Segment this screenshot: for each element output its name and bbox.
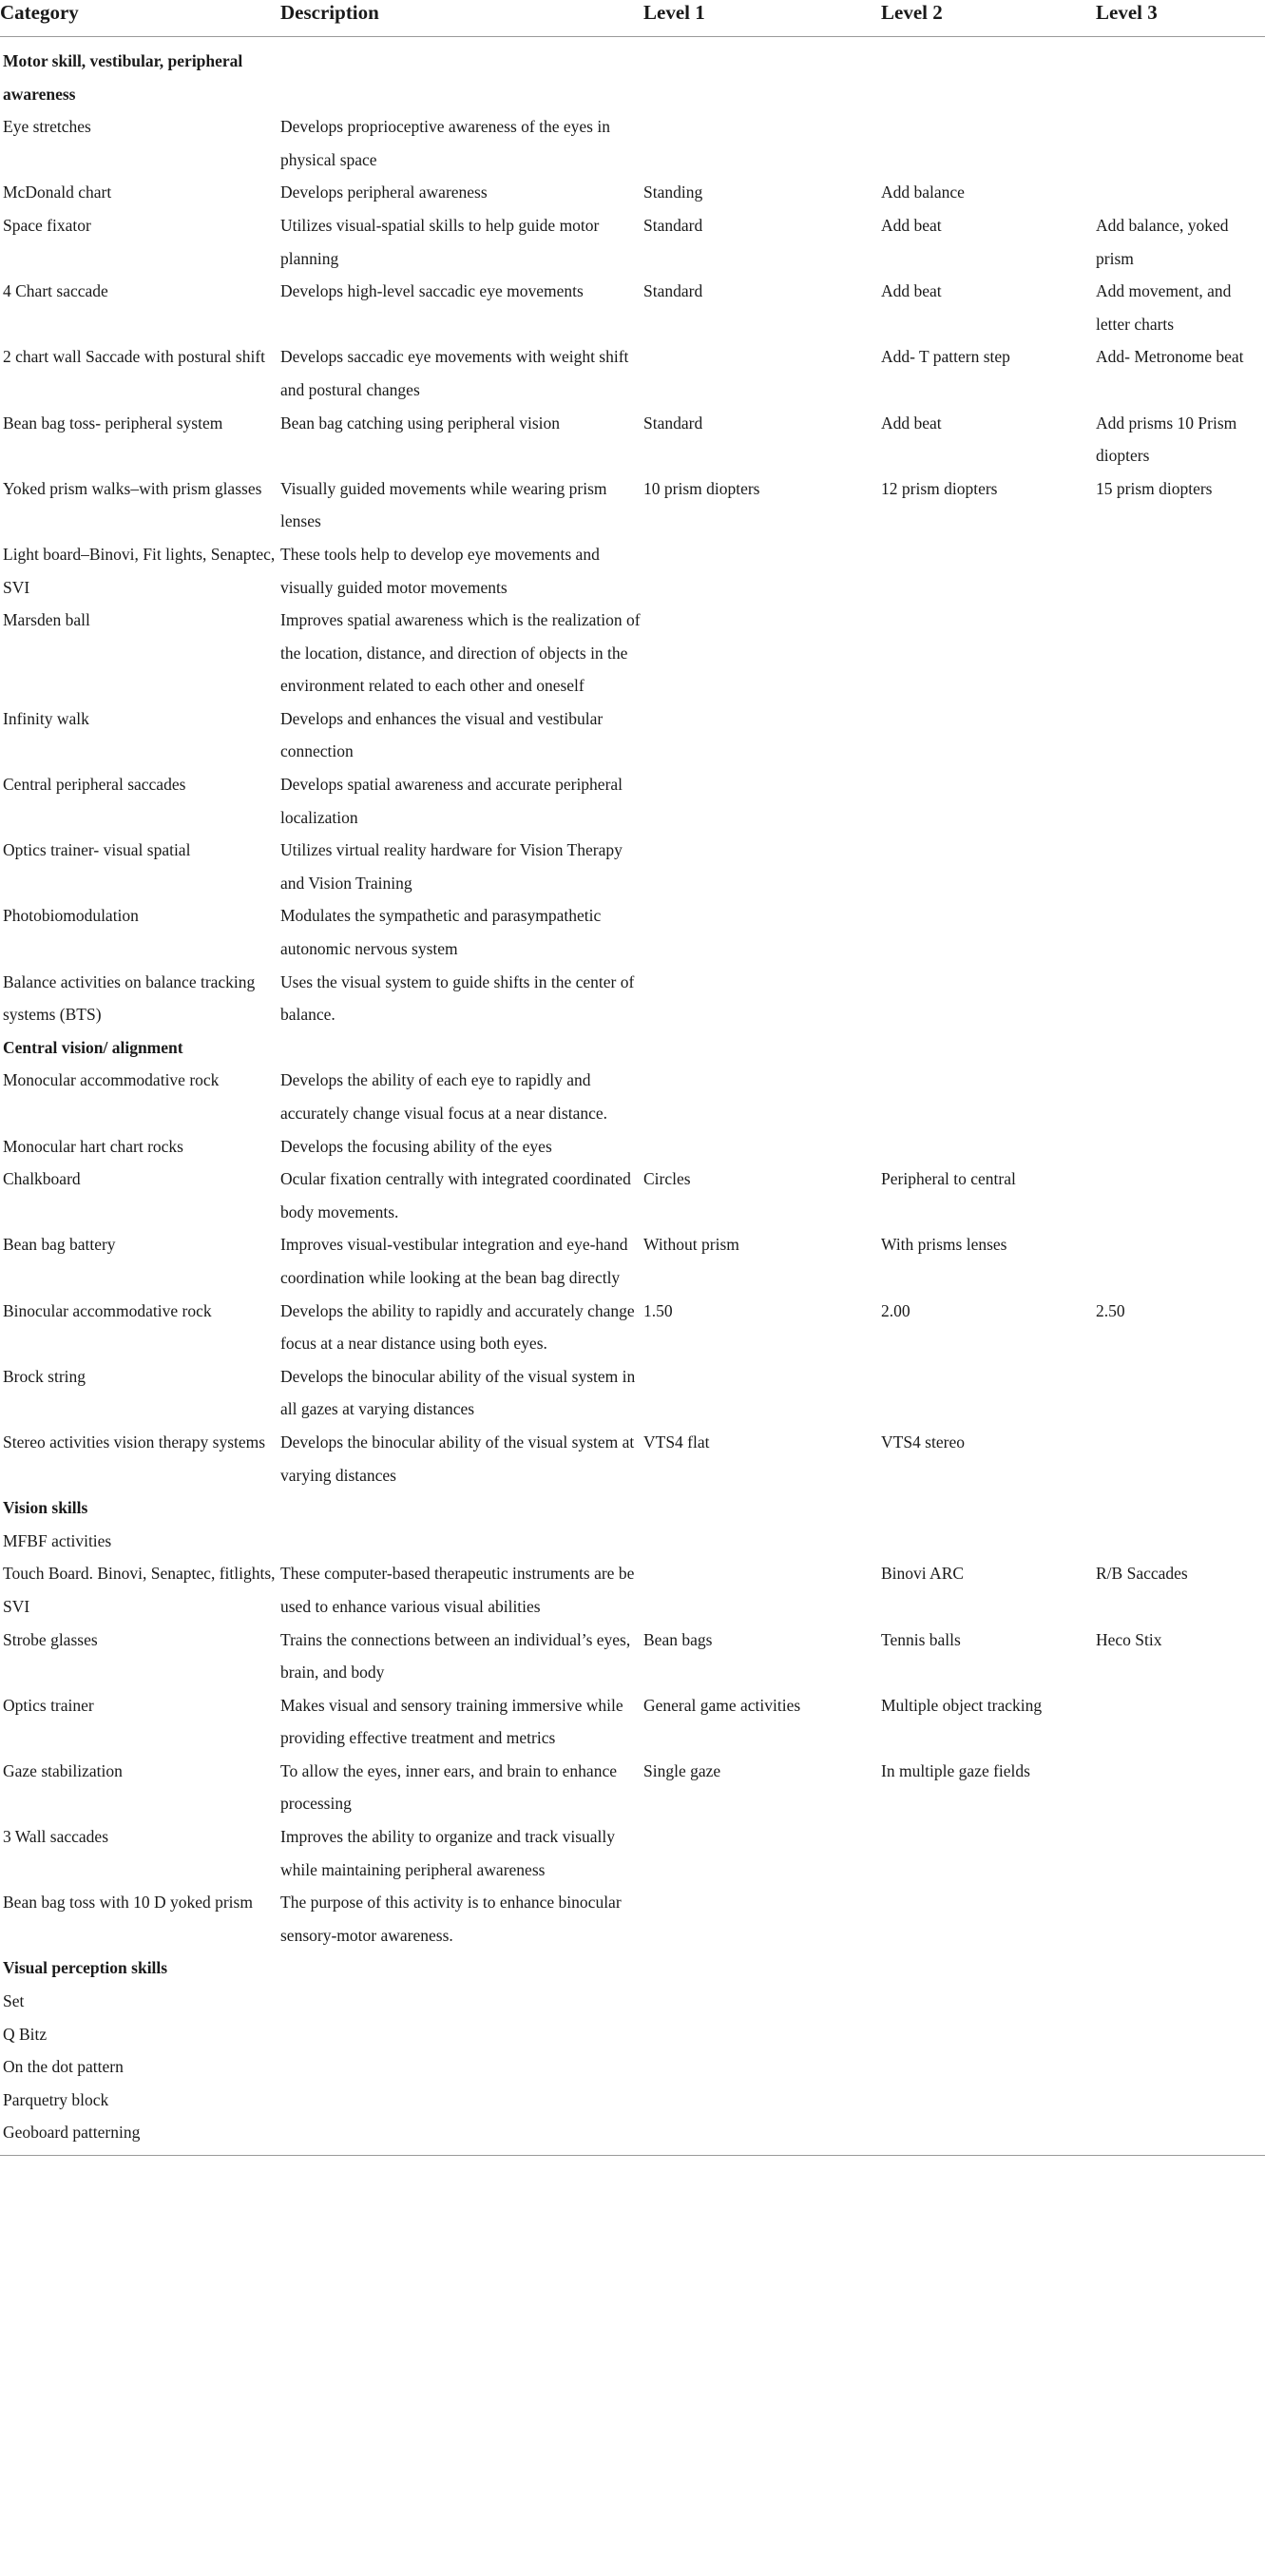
- empty-cell: [878, 1491, 1093, 1525]
- description-cell: Visually guided movements while wearing prism lenses: [280, 478, 607, 531]
- level-3-cell: [1093, 176, 1265, 209]
- level-2-cell: Binovi ARC: [881, 1564, 965, 1584]
- description-cell: Improves visual-vestibular integration and eye-hand coordination while looking at the bean bag directly: [280, 1235, 628, 1287]
- level-3-cell: [1093, 1820, 1265, 1886]
- table-row: [0, 1228, 1265, 1294]
- level-3-cell: [1093, 1228, 1265, 1294]
- level-3-cell: [1093, 538, 1265, 604]
- level-3-cell: [1093, 1130, 1265, 1163]
- category-cell: Bean bag battery: [3, 1235, 116, 1255]
- category-cell: Gaze stabilization: [3, 1760, 123, 1780]
- description-cell: Develops the binocular ability of the visual system at varying distances: [280, 1432, 635, 1485]
- level-1-cell: [641, 1557, 878, 1623]
- level-3-cell: [1093, 1163, 1265, 1228]
- column-header-description: Description: [278, 0, 641, 37]
- level-3-cell: [1093, 1755, 1265, 1820]
- level-3-cell: [1093, 1064, 1265, 1129]
- level-1-cell: [641, 2116, 878, 2155]
- table-row: [0, 2018, 1265, 2051]
- category-cell: Stereo activities vision therapy systems: [3, 1432, 266, 1451]
- description-cell: Uses the visual system to guide shifts in the center of balance.: [280, 971, 635, 1025]
- description-cell: [278, 2116, 641, 2155]
- description-cell: These computer-based therapeutic instruments are be used to enhance various visual abilities: [280, 1564, 635, 1616]
- category-cell: Binocular accommodative rock: [3, 1300, 212, 1320]
- level-3-cell: [1093, 2050, 1265, 2084]
- category-cell: Monocular accommodative rock: [3, 1070, 220, 1090]
- level-3-cell: Add prisms 10 Prism diopters: [1096, 413, 1237, 466]
- description-cell: [278, 1525, 641, 1558]
- table-row: [0, 1360, 1265, 1426]
- category-cell: Light board–Binovi, Fit lights, Senaptec, SVI: [3, 544, 276, 597]
- empty-cell: [878, 37, 1093, 111]
- description-cell: [278, 1985, 641, 2018]
- description-cell: Utilizes visual-spatial skills to help guide motor planning: [280, 215, 600, 268]
- level-3-cell: [1093, 2116, 1265, 2155]
- level-1-cell: Standing: [643, 183, 703, 202]
- level-2-cell: Peripheral to central: [881, 1169, 1016, 1189]
- description-cell: Improves spatial awareness which is the realization of the location, distance, and direction of objects in the environment related to each other and oneself: [280, 610, 641, 696]
- level-1-cell: General game activities: [643, 1695, 801, 1715]
- description-cell: Develops proprioceptive awareness of the eyes in physical space: [280, 117, 610, 169]
- section-label: Vision skills: [3, 1498, 88, 1518]
- category-cell: Optics trainer- visual spatial: [3, 840, 191, 860]
- category-cell: Parquetry block: [3, 2089, 109, 2109]
- section-header-row: [0, 1031, 1265, 1065]
- level-2-cell: [878, 2116, 1093, 2155]
- level-3-cell: Add- Metronome beat: [1096, 347, 1244, 367]
- category-cell: Infinity walk: [3, 708, 89, 728]
- category-cell: Optics trainer: [3, 1695, 94, 1715]
- description-cell: Improves the ability to organize and track visually while maintaining peripheral awareness: [280, 1827, 616, 1879]
- level-1-cell: [641, 2084, 878, 2117]
- level-1-cell: [641, 1886, 878, 1951]
- table-row: [0, 702, 1265, 768]
- description-cell: Develops the focusing ability of the eyes: [280, 1136, 552, 1156]
- level-2-cell: [878, 1130, 1093, 1163]
- level-1-cell: [641, 1360, 878, 1426]
- level-1-cell: Without prism: [643, 1235, 739, 1255]
- level-2-cell: Multiple object tracking: [881, 1695, 1043, 1715]
- table-row: [0, 407, 1265, 472]
- level-3-cell: [1093, 1525, 1265, 1558]
- level-2-cell: [878, 538, 1093, 604]
- table-row: [0, 1295, 1265, 1360]
- empty-cell: [278, 1951, 641, 1985]
- level-2-cell: [878, 110, 1093, 176]
- table-row: [0, 834, 1265, 899]
- level-2-cell: [878, 768, 1093, 834]
- level-3-cell: [1093, 110, 1265, 176]
- column-header-level-2: Level 2: [878, 0, 1093, 37]
- level-1-cell: [641, 702, 878, 768]
- description-cell: Modulates the sympathetic and parasympathetic autonomic nervous system: [280, 906, 602, 959]
- level-1-cell: [641, 604, 878, 702]
- level-1-cell: [641, 2018, 878, 2051]
- description-cell: Develops spatial awareness and accurate peripheral localization: [280, 775, 623, 827]
- table-row: [0, 966, 1265, 1031]
- level-3-cell: [1093, 2018, 1265, 2051]
- table-row: [0, 1624, 1265, 1689]
- category-cell: Geoboard patterning: [0, 2116, 278, 2155]
- description-cell: Develops the binocular ability of the visual system in all gazes at varying distances: [280, 1366, 636, 1419]
- level-2-cell: [878, 604, 1093, 702]
- table-row: [0, 2116, 1265, 2155]
- level-2-cell: [878, 702, 1093, 768]
- category-cell: Strobe glasses: [3, 1629, 98, 1649]
- empty-cell: [641, 1491, 878, 1525]
- table-row: [0, 1163, 1265, 1228]
- level-1-cell: [641, 834, 878, 899]
- level-3-cell: [1093, 1886, 1265, 1951]
- table-row: [0, 1985, 1265, 2018]
- level-1-cell: 10 prism diopters: [643, 478, 760, 498]
- table-row: [0, 1689, 1265, 1755]
- level-2-cell: Tennis balls: [881, 1629, 961, 1649]
- category-cell: Bean bag toss with 10 D yoked prism: [3, 1893, 253, 1913]
- level-1-cell: Bean bags: [643, 1629, 713, 1649]
- category-cell: On the dot pattern: [3, 2057, 124, 2077]
- column-header-level-1: Level 1: [641, 0, 878, 37]
- description-cell: Develops peripheral awareness: [280, 183, 488, 202]
- section-header-row: [0, 1491, 1265, 1525]
- description-cell: These tools help to develop eye movements and visually guided motor movements: [280, 544, 600, 597]
- category-cell: Central peripheral saccades: [3, 775, 186, 795]
- empty-cell: [1093, 1491, 1265, 1525]
- category-cell: Brock string: [3, 1366, 86, 1386]
- table-row: [0, 209, 1265, 275]
- level-3-cell: [1093, 1689, 1265, 1755]
- category-cell: McDonald chart: [3, 183, 112, 202]
- level-3-cell: [1093, 1360, 1265, 1426]
- level-2-cell: 12 prism diopters: [881, 478, 998, 498]
- level-2-cell: [878, 1820, 1093, 1886]
- empty-cell: [641, 1951, 878, 1985]
- description-cell: Utilizes virtual reality hardware for Vision Therapy and Vision Training: [280, 840, 623, 893]
- section-header-row: [0, 37, 1265, 111]
- level-1-cell: 1.50: [643, 1300, 673, 1320]
- empty-cell: [641, 37, 878, 111]
- table-row: [0, 538, 1265, 604]
- category-cell: Eye stretches: [3, 117, 91, 137]
- category-cell: 3 Wall saccades: [3, 1827, 108, 1847]
- level-2-cell: [878, 1360, 1093, 1426]
- level-2-cell: [878, 1886, 1093, 1951]
- description-cell: Bean bag catching using peripheral vision: [280, 413, 561, 433]
- table-row: [0, 2050, 1265, 2084]
- description-cell: [278, 2084, 641, 2117]
- section-header-row: [0, 1951, 1265, 1985]
- description-cell: Develops the ability to rapidly and accurately change focus at a near distance using both eyes.: [280, 1300, 635, 1354]
- level-1-cell: Circles: [643, 1169, 691, 1189]
- description-cell: Makes visual and sensory training immersive while providing effective treatment and metrics: [280, 1695, 623, 1748]
- table-row: [0, 1820, 1265, 1886]
- description-cell: Develops the ability of each eye to rapidly and accurately change visual focus at a near distance.: [280, 1070, 607, 1123]
- level-2-cell: [878, 2018, 1093, 2051]
- empty-cell: [1093, 37, 1265, 111]
- empty-cell: [878, 1951, 1093, 1985]
- empty-cell: [278, 1491, 641, 1525]
- table-row: [0, 1525, 1265, 1558]
- level-2-cell: Add beat: [881, 413, 942, 433]
- level-3-cell: [1093, 899, 1265, 965]
- level-3-cell: [1093, 2084, 1265, 2117]
- category-cell: Bean bag toss- peripheral system: [3, 413, 223, 433]
- level-3-cell: [1093, 966, 1265, 1031]
- level-2-cell: [878, 966, 1093, 1031]
- level-3-cell: Add balance, yoked prism: [1096, 215, 1229, 268]
- level-3-cell: [1093, 604, 1265, 702]
- level-2-cell: [878, 834, 1093, 899]
- level-2-cell: [878, 2084, 1093, 2117]
- category-cell: MFBF activities: [3, 1530, 112, 1550]
- empty-cell: [278, 1031, 641, 1065]
- category-cell: Balance activities on balance tracking systems (BTS): [3, 971, 256, 1025]
- level-2-cell: Add beat: [881, 281, 942, 301]
- category-cell: Monocular hart chart rocks: [3, 1136, 183, 1156]
- level-3-cell: 2.50: [1096, 1300, 1125, 1320]
- table-row: [0, 1064, 1265, 1129]
- level-2-cell: [878, 899, 1093, 965]
- column-header-level-3: Level 3: [1093, 0, 1265, 37]
- level-2-cell: With prisms lenses: [881, 1235, 1007, 1255]
- description-cell: [278, 2018, 641, 2051]
- description-cell: Trains the connections between an individual’s eyes, brain, and body: [280, 1629, 631, 1682]
- table-row: [0, 340, 1265, 406]
- category-cell: Set: [3, 1991, 25, 2011]
- level-1-cell: Standard: [643, 215, 703, 235]
- category-cell: Touch Board. Binovi, Senaptec, fitlights, SVI: [3, 1564, 276, 1616]
- table-row: [0, 1426, 1265, 1491]
- category-cell: Space fixator: [3, 215, 91, 235]
- category-cell: Q Bitz: [3, 2024, 48, 2044]
- level-2-cell: VTS4 stereo: [881, 1432, 965, 1451]
- category-cell: Photobiomodulation: [3, 906, 139, 926]
- table-row: [0, 2084, 1265, 2117]
- level-3-cell: [1093, 702, 1265, 768]
- table-row: [0, 176, 1265, 209]
- description-cell: Develops and enhances the visual and vestibular connection: [280, 708, 604, 761]
- level-2-cell: [878, 2050, 1093, 2084]
- table-row: [0, 899, 1265, 965]
- level-1-cell: [641, 1820, 878, 1886]
- category-cell: 2 chart wall Saccade with postural shift: [3, 347, 266, 367]
- table-body: [0, 37, 1265, 2156]
- level-1-cell: VTS4 flat: [643, 1432, 710, 1451]
- description-cell: The purpose of this activity is to enhance binocular sensory-motor awareness.: [280, 1893, 622, 1945]
- table-row: [0, 604, 1265, 702]
- level-3-cell: 15 prism diopters: [1096, 478, 1213, 498]
- level-1-cell: [641, 538, 878, 604]
- empty-cell: [1093, 1031, 1265, 1065]
- level-3-cell: Add movement, and letter charts: [1096, 281, 1232, 334]
- table-row: [0, 275, 1265, 340]
- level-1-cell: [641, 1525, 878, 1558]
- level-3-cell: [1093, 834, 1265, 899]
- level-1-cell: [641, 110, 878, 176]
- level-3-cell: [1093, 768, 1265, 834]
- level-1-cell: Single gaze: [643, 1760, 721, 1780]
- level-2-cell: [878, 1985, 1093, 2018]
- level-2-cell: In multiple gaze fields: [881, 1760, 1030, 1780]
- level-1-cell: [641, 1985, 878, 2018]
- level-2-cell: 2.00: [881, 1300, 910, 1320]
- column-header-category: Category: [0, 0, 278, 37]
- empty-cell: [878, 1031, 1093, 1065]
- description-cell: To allow the eyes, inner ears, and brain to enhance processing: [280, 1760, 617, 1814]
- description-cell: [278, 2050, 641, 2084]
- level-2-cell: [878, 1064, 1093, 1129]
- level-2-cell: Add balance: [881, 183, 965, 202]
- section-label: Central vision/ alignment: [3, 1037, 183, 1057]
- description-cell: Ocular fixation centrally with integrated coordinated body movements.: [280, 1169, 631, 1221]
- level-1-cell: [641, 899, 878, 965]
- empty-cell: [641, 1031, 878, 1065]
- empty-cell: [278, 37, 641, 111]
- level-1-cell: [641, 340, 878, 406]
- table-row: [0, 472, 1265, 538]
- level-1-cell: Standard: [643, 413, 703, 433]
- level-3-cell: R/B Saccades: [1096, 1564, 1188, 1584]
- level-3-cell: [1093, 1426, 1265, 1491]
- category-cell: Yoked prism walks–with prism glasses: [3, 478, 262, 498]
- section-label: Motor skill, vestibular, peripheral awareness: [3, 51, 243, 104]
- section-label: Visual perception skills: [3, 1958, 168, 1978]
- level-1-cell: [641, 1130, 878, 1163]
- table-row: [0, 1886, 1265, 1951]
- description-cell: Develops high-level saccadic eye movements: [280, 281, 584, 301]
- category-cell: Marsden ball: [3, 610, 90, 630]
- level-3-cell: Heco Stix: [1096, 1629, 1162, 1649]
- level-2-cell: [878, 1525, 1093, 1558]
- category-cell: Chalkboard: [3, 1169, 81, 1189]
- level-3-cell: [1093, 1985, 1265, 2018]
- level-2-cell: Add beat: [881, 215, 942, 235]
- level-1-cell: Standard: [643, 281, 703, 301]
- table-row: [0, 768, 1265, 834]
- empty-cell: [1093, 1951, 1265, 1985]
- table-row: [0, 1755, 1265, 1820]
- category-cell: 4 Chart saccade: [3, 281, 108, 301]
- header-row: [0, 0, 1265, 37]
- table-row: [0, 110, 1265, 176]
- level-1-cell: [641, 1064, 878, 1129]
- level-2-cell: Add- T pattern step: [881, 347, 1010, 367]
- table-row: [0, 1557, 1265, 1623]
- table-row: [0, 1130, 1265, 1163]
- description-cell: Develops saccadic eye movements with weight shift and postural changes: [280, 347, 629, 399]
- level-1-cell: [641, 2050, 878, 2084]
- level-1-cell: [641, 966, 878, 1031]
- level-1-cell: [641, 768, 878, 834]
